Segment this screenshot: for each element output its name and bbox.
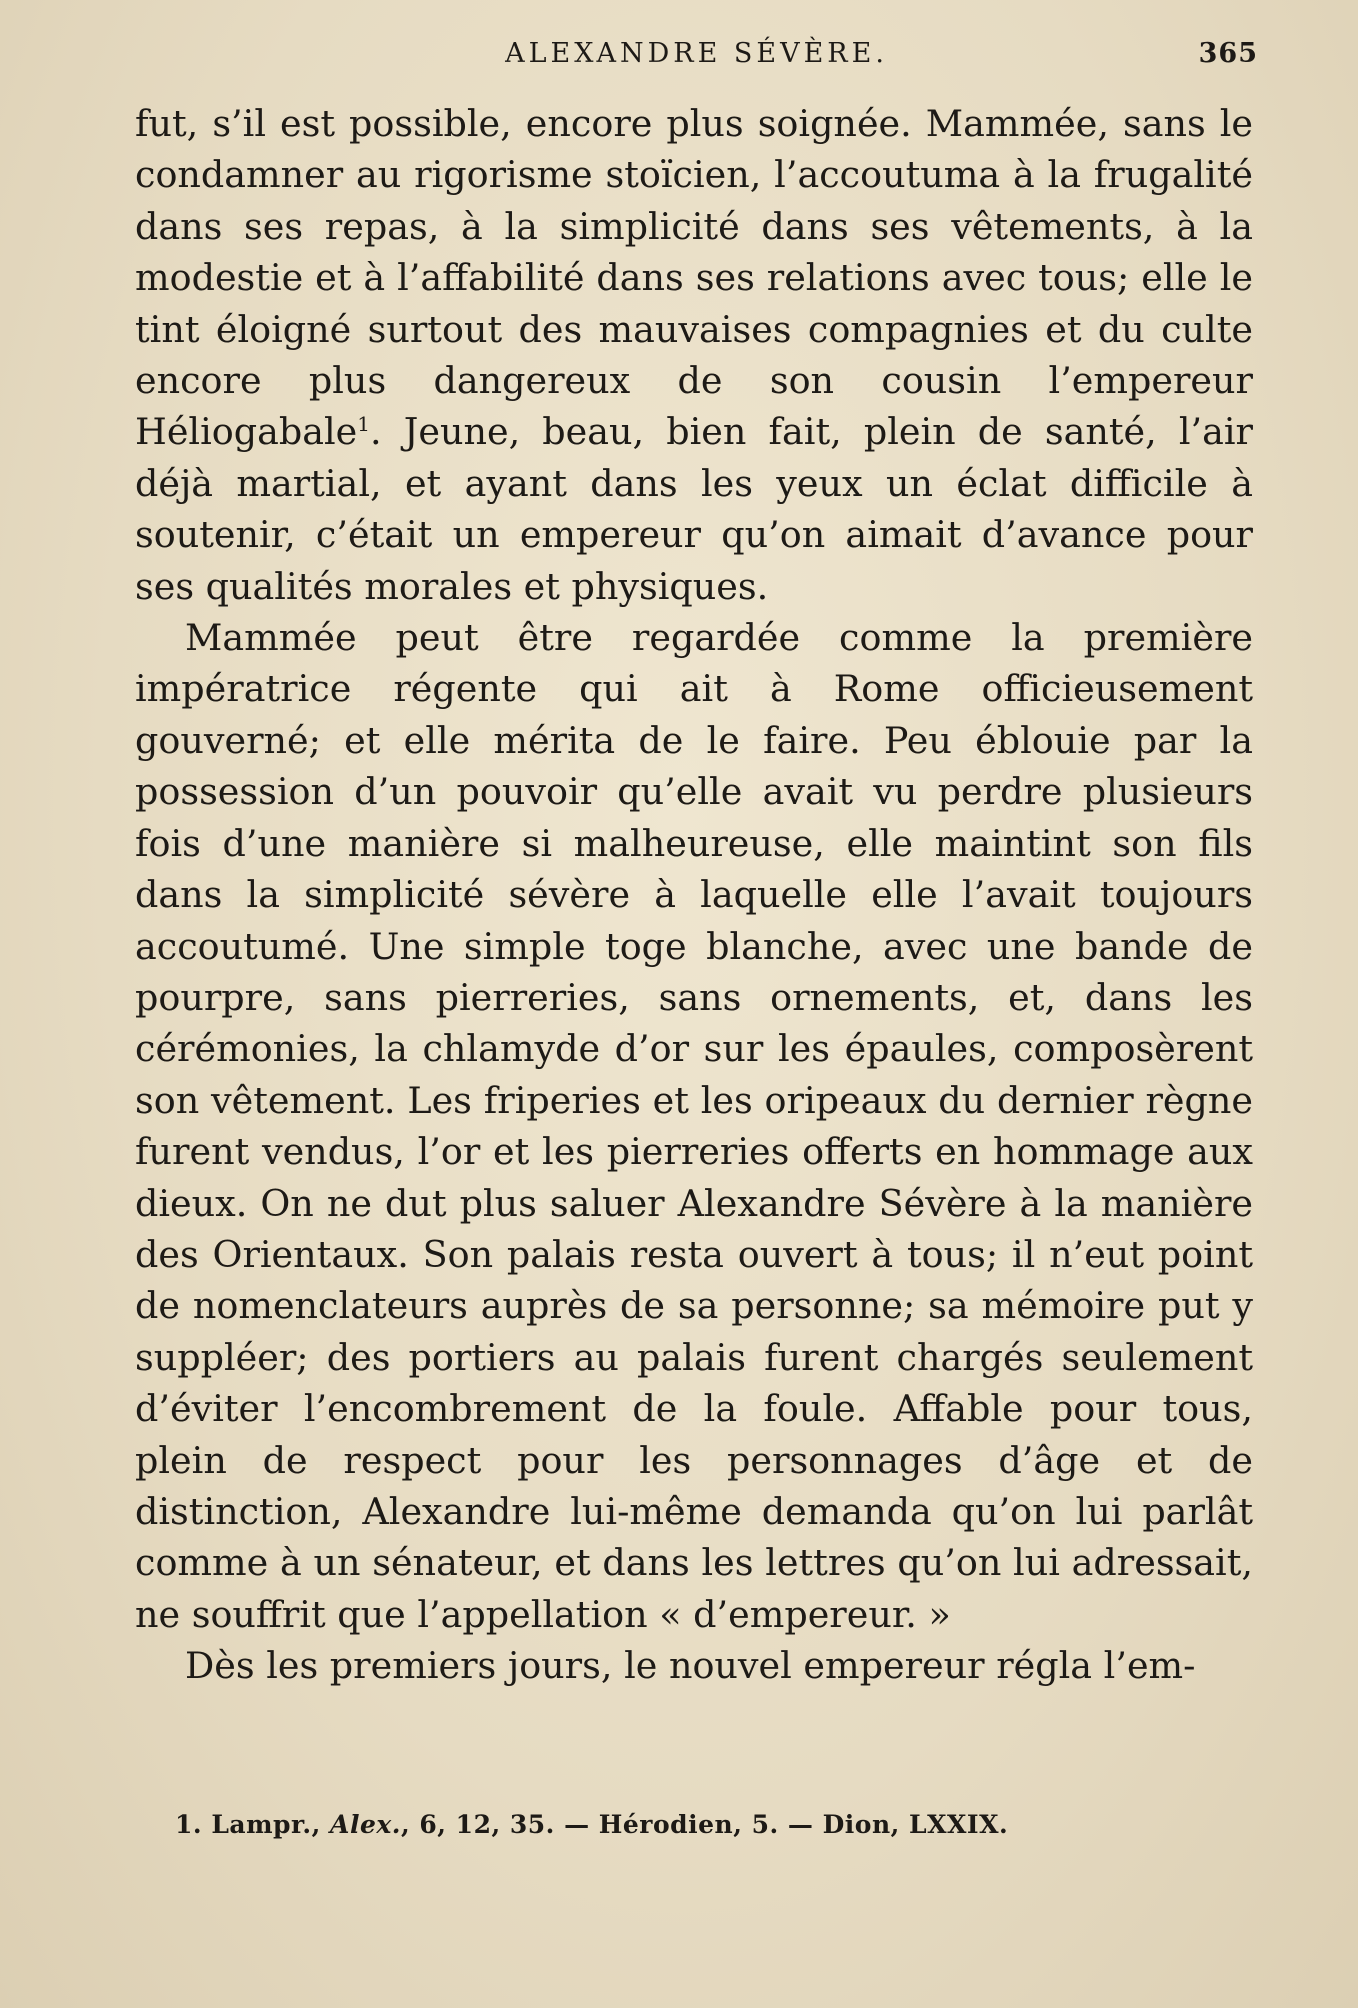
running-title: ALEXANDRE SÉVÈRE. bbox=[505, 38, 888, 69]
body-text bbox=[135, 98, 1253, 1692]
paragraph-1-text-b: . Jeune, beau, bien fait, plein de santé, l’air déjà martial, et ayant dans les yeux un éclat difficile à soutenir, c’était un empereur qu’on aimait d’avance pour ses qualités morales et physiques. bbox=[135, 410, 1253, 608]
paragraph-1-text-a: fut, s’il est possible, encore plus soignée. Mammée, sans le condamner au rigorisme stoïcien, l’accoutuma à la frugalité dans ses repas, à la simplicité dans ses vêtements, à la modestie et à l’affabilité dans ses relations avec tous; elle le tint éloigné surtout des mauvaises compagnies et du culte encore plus dangereux de son cousin l’empereur Héliogabale bbox=[135, 102, 1253, 454]
footnote bbox=[175, 1810, 1175, 1839]
footnote-text-after: , 6, 12, 35. — Hérodien, 5. — Dion, LXXIX. bbox=[400, 1810, 1009, 1839]
footnote-number: 1. bbox=[175, 1810, 203, 1839]
page-number: 365 bbox=[1198, 38, 1258, 69]
footnote-italic-title: Alex. bbox=[330, 1810, 401, 1839]
paragraph-1 bbox=[135, 98, 1253, 612]
paragraph-3: Dès les premiers jours, le nouvel empereur régla l’em- bbox=[185, 1644, 1196, 1688]
paragraph-2: Mammée peut être regardée comme la première impératrice régente qui ait à Rome officieusement gouverné; et elle mérita de le faire. Peu éblouie par la possession d’un pouvoir qu’elle avait vu perdre plusieurs fois d’une manière si malheureuse, elle maintint son fils dans la simplicité sévère à laquelle elle l’avait toujours accoutumé. Une simple toge blanche, avec une bande de pourpre, sans pierreries, sans ornements, et, dans les cérémonies, la chlamyde d’or sur les épaules, composèrent son vêtement. Les friperies et les oripeaux du dernier règne furent vendus, l’or et les pierreries offerts en hommage aux dieux. On ne dut plus saluer Alexandre Sévère à la manière des Orientaux. Son palais resta ouvert à tous; il n’eut point de nomenclateurs auprès de sa personne; sa mémoire put y suppléer; des portiers au palais furent chargés seulement d’éviter l’encombrement de la foule. Affable pour tous, plein de respect pour les personnages d’âge et de distinction, Alexandre lui-même demanda qu’on lui parlât comme à un sénateur, et dans les lettres qu’on lui adressait, ne souffrit que l’appellation « d’empereur. » bbox=[135, 616, 1253, 1636]
footnote-reference: 1 bbox=[357, 412, 371, 437]
running-head bbox=[135, 38, 1258, 78]
footnote-text-before: Lampr., bbox=[211, 1810, 321, 1839]
